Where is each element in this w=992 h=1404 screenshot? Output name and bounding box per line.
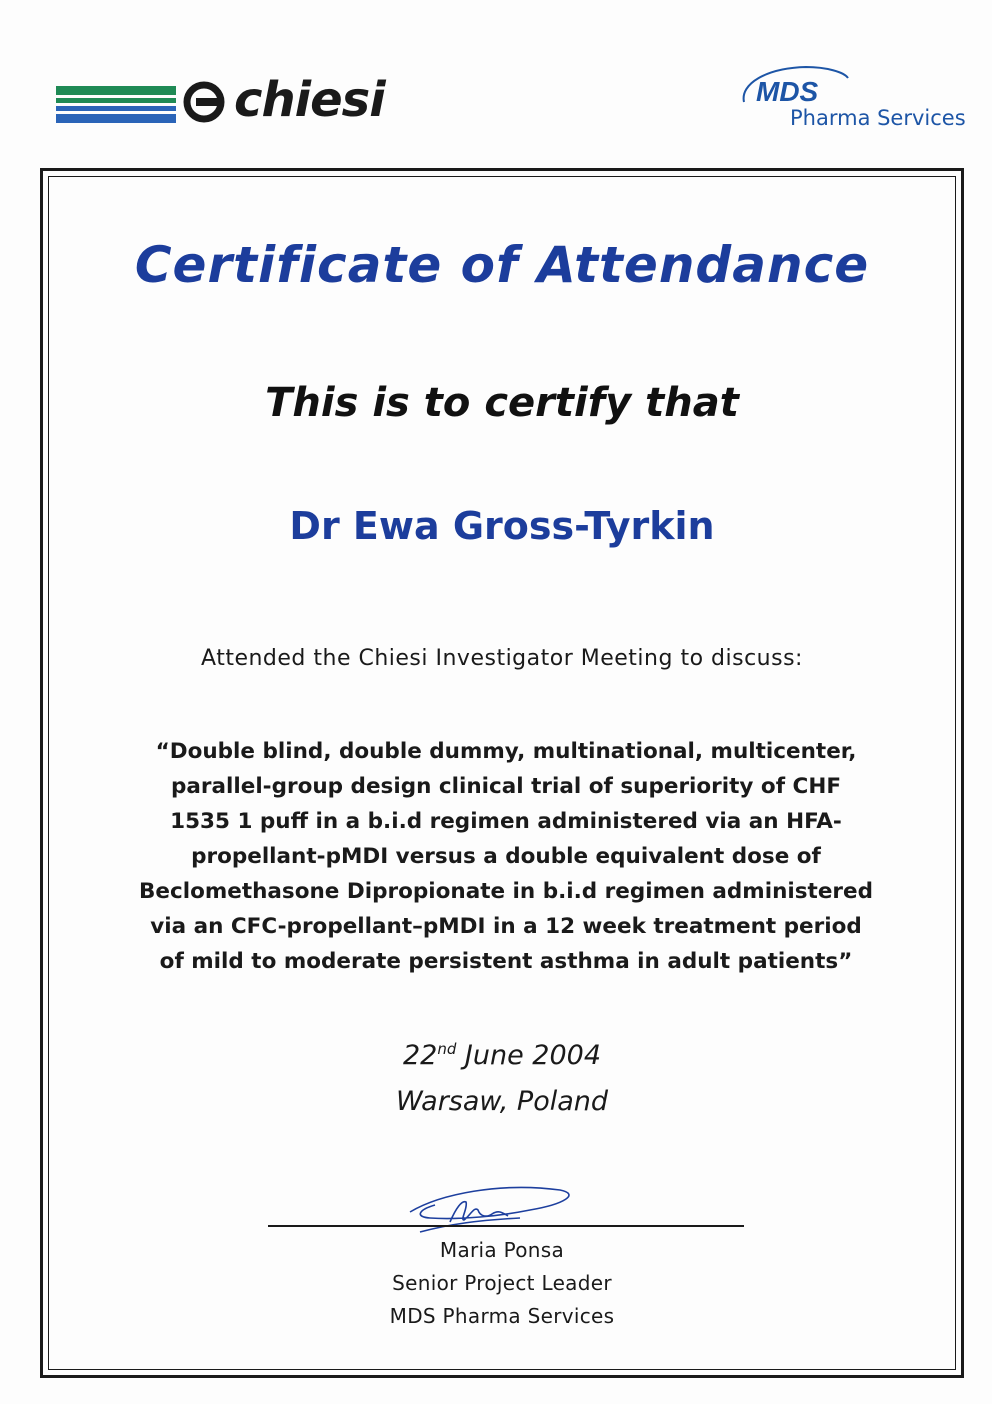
recipient-name: Dr Ewa Gross-Tyrkin [289, 504, 715, 548]
meeting-topic [120, 734, 892, 979]
chiesi-stripes [56, 86, 176, 126]
chiesi-logo [56, 72, 416, 134]
topic-line: parallel-group design clinical trial of superiority of CHF [170, 774, 842, 799]
topic-line: Beclomethasone Dipropionate in b.i.d regimen administered [139, 879, 873, 904]
chiesi-mark-icon [182, 80, 232, 124]
mds-logo [736, 64, 976, 144]
attended-line: Attended the Chiesi Investigator Meeting to discuss: [201, 646, 803, 671]
date-suffix: nd [437, 1040, 457, 1058]
signer-role: Senior Project Leader [392, 1271, 612, 1295]
signer-organization: MDS Pharma Services [389, 1304, 615, 1328]
signature-image [390, 1172, 590, 1242]
green-stripe [56, 86, 176, 95]
mds-subtitle: Pharma Services [790, 106, 966, 130]
date-day: 22 [402, 1040, 438, 1071]
topic-line: “Double blind, double dummy, multinational, multicenter, [155, 739, 857, 764]
mds-wordmark: MDS [756, 76, 819, 107]
blue-stripe [56, 106, 176, 111]
meeting-place: Warsaw, Poland [395, 1086, 609, 1117]
chiesi-wordmark: chiesi [234, 72, 385, 128]
topic-line: via an CFC-propellant–pMDI in a 12 week treatment period [150, 914, 862, 939]
signer-name: Maria Ponsa [439, 1238, 565, 1262]
blue-stripe [56, 114, 176, 123]
certificate-title: Certificate of Attendance [134, 236, 870, 294]
meeting-date [48, 1040, 956, 1071]
certify-line: This is to certify that [265, 380, 739, 426]
signature-line [268, 1225, 744, 1227]
green-stripe [56, 98, 176, 103]
topic-line: 1535 1 puff in a b.i.d regimen administered via an HFA- [170, 809, 842, 834]
topic-line: propellant-pMDI versus a double equivalent dose of [191, 844, 821, 869]
date-month-year: June 2004 [456, 1040, 602, 1071]
topic-line: of mild to moderate persistent asthma in adult patients” [159, 949, 853, 974]
